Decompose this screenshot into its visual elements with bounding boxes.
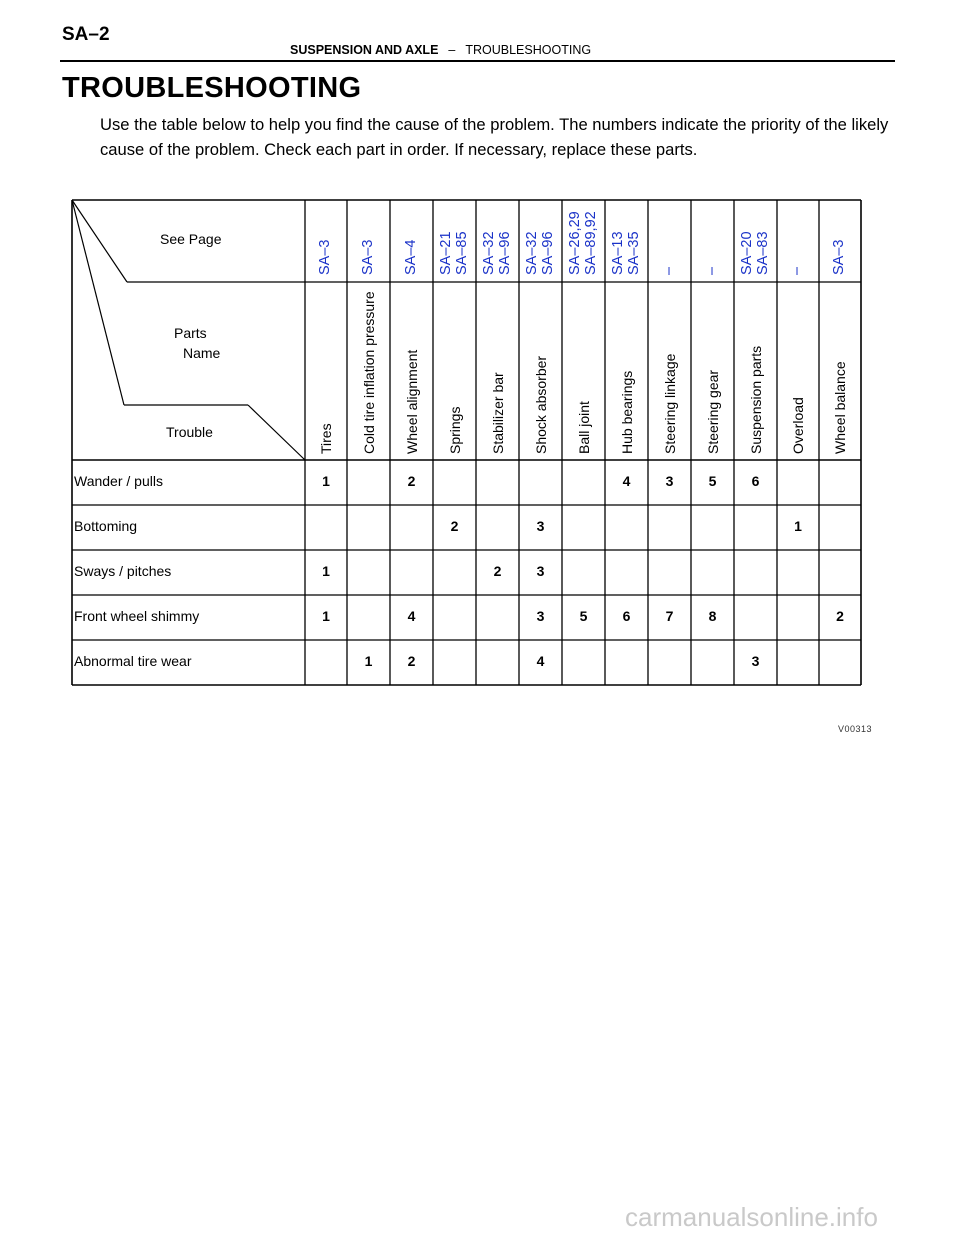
column-part-name: Overload — [790, 397, 806, 454]
column-ref-code: SA–20 — [738, 231, 755, 275]
header-section: SUSPENSION AND AXLE — [290, 43, 439, 57]
intro-paragraph: Use the table below to help you find the cause of the problem. The numbers indicate the priority of the likely cause of the problem. Check each part in order. If necessary, replace these parts. — [100, 115, 889, 159]
corner-see-page: See Page — [160, 231, 222, 247]
priority-number: 6 — [622, 608, 631, 624]
column-part-name: Steering linkage — [661, 353, 678, 454]
priority-number: 5 — [708, 473, 717, 489]
watermark-text: carmanualsonline.info — [625, 1202, 878, 1232]
column-part-name: Tires — [318, 423, 334, 454]
column-ref-code: SA–13 — [609, 231, 626, 275]
corner-trouble: Trouble — [166, 424, 213, 440]
corner-name: Name — [183, 345, 221, 361]
column-ref-code: SA–3 — [831, 239, 847, 275]
priority-number: 1 — [794, 518, 802, 534]
priority-number: 3 — [665, 473, 674, 489]
priority-number: 3 — [751, 653, 760, 669]
page-number: SA–2 — [62, 24, 110, 45]
column-part-name: Suspension parts — [747, 345, 764, 454]
priority-number: 5 — [579, 608, 588, 624]
priority-number: 2 — [836, 608, 844, 624]
priority-number: 2 — [407, 473, 416, 489]
row-trouble-label: Sways / pitches — [74, 563, 172, 579]
priority-number: 2 — [407, 653, 416, 669]
corner-diagonal-upper — [72, 200, 127, 282]
priority-number: 4 — [536, 653, 545, 669]
priority-number: 3 — [536, 563, 545, 579]
priority-number: 6 — [751, 473, 760, 489]
column-part-name: Ball joint — [575, 401, 592, 454]
column-part-name: Steering gear — [704, 369, 721, 454]
column-part-name: Wheel alignment — [403, 349, 420, 454]
priority-number: 2 — [493, 563, 502, 579]
column-ref-code: SA–3 — [317, 239, 333, 275]
priority-number: 1 — [322, 473, 330, 489]
corner-diagonal-short — [248, 405, 305, 460]
column-ref-code: SA–35 — [625, 231, 642, 275]
column-ref-code: SA–85 — [453, 231, 470, 275]
column-ref-code: SA–3 — [359, 239, 376, 275]
column-part-name: Cold tire inflation pressure — [360, 291, 377, 454]
column-ref-code: SA–21 — [437, 231, 454, 275]
header-separator: – — [448, 43, 456, 57]
priority-number: 4 — [407, 608, 416, 624]
priority-number: 8 — [708, 608, 717, 624]
page-title: TROUBLESHOOTING — [62, 72, 362, 104]
column-ref-code: SA–96 — [496, 231, 513, 275]
column-part-name: Wheel balance — [832, 361, 848, 454]
priority-number: 2 — [450, 518, 459, 534]
row-trouble-label: Bottoming — [74, 518, 138, 534]
priority-number: 7 — [665, 608, 674, 624]
corner-diagonal-lower — [72, 200, 124, 405]
column-part-name: Stabilizer bar — [489, 372, 506, 454]
row-trouble-label: Abnormal tire wear — [74, 653, 192, 669]
column-ref-code: – — [789, 266, 805, 275]
column-part-name: Shock absorber — [532, 355, 549, 454]
column-ref-code: SA–26,29 — [566, 211, 583, 275]
priority-number: 1 — [322, 608, 330, 624]
figure-code: V00313 — [838, 724, 873, 734]
column-ref-code: SA–4 — [402, 239, 419, 275]
column-part-name: Hub bearings — [618, 370, 635, 454]
row-trouble-label: Wander / pulls — [74, 473, 163, 489]
row-trouble-label: Front wheel shimmy — [74, 608, 200, 624]
priority-number: 4 — [622, 473, 631, 489]
column-ref-code: – — [660, 266, 677, 275]
priority-number: 1 — [364, 653, 373, 669]
priority-number: 3 — [536, 608, 545, 624]
priority-number: 1 — [322, 563, 330, 579]
column-ref-code: SA–96 — [539, 231, 556, 275]
column-ref-code: SA–89,92 — [582, 211, 599, 275]
column-ref-code: SA–32 — [523, 231, 540, 275]
column-ref-code: – — [703, 266, 720, 275]
column-ref-code: SA–83 — [754, 231, 771, 275]
priority-number: 3 — [536, 518, 545, 534]
column-part-name: Springs — [446, 406, 463, 454]
header-topic: TROUBLESHOOTING — [465, 43, 592, 57]
column-ref-code: SA–32 — [480, 231, 497, 275]
corner-parts: Parts — [174, 325, 207, 341]
